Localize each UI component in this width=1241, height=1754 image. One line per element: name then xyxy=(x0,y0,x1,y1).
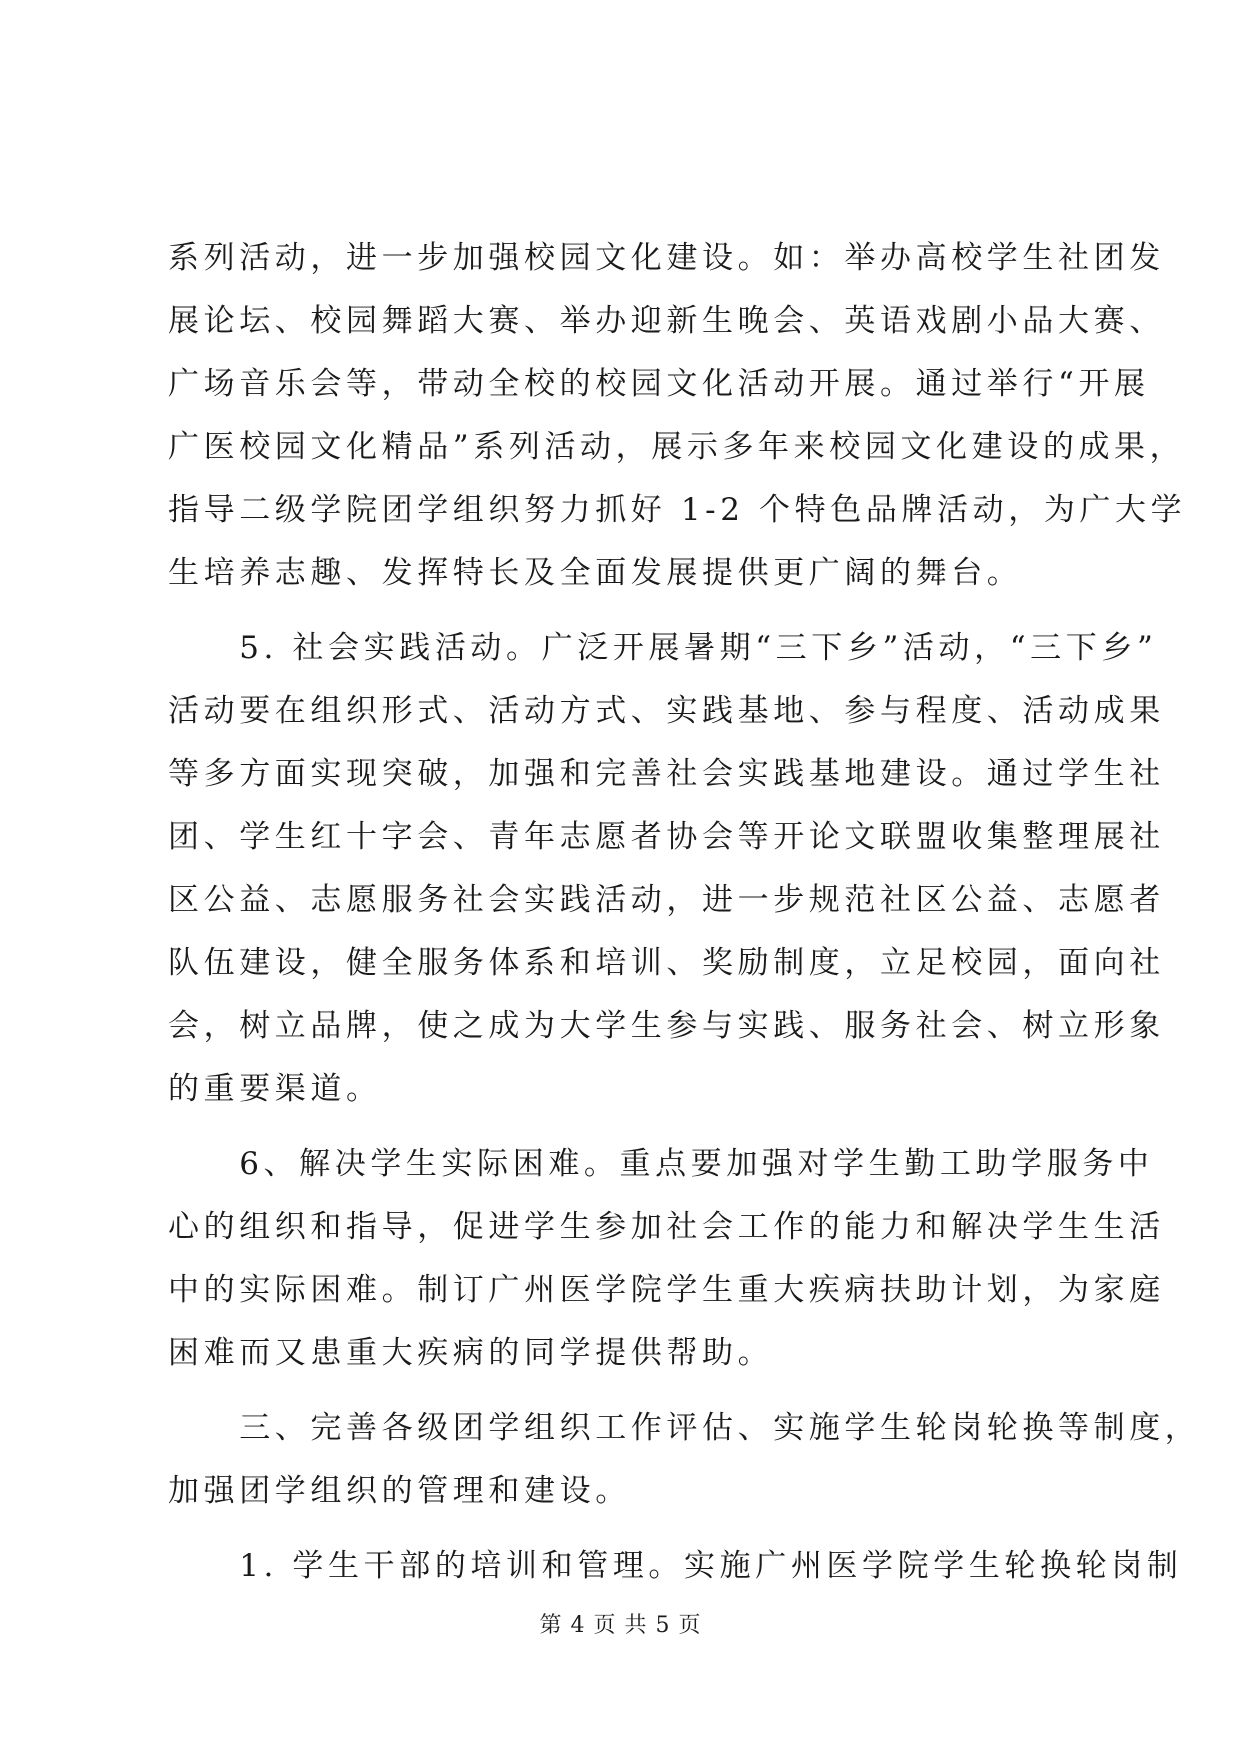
text-line: 6、解决学生实际困难。重点要加强对学生勤工助学服务中 xyxy=(168,1146,1154,1182)
body-text xyxy=(168,227,1201,1598)
paragraph-gap xyxy=(168,1523,1080,1535)
text-line: 中的实际困难。制订广州医学院学生重大疾病扶助计划，为家庭 xyxy=(168,1272,1165,1308)
text-line: 活动要在组织形式、活动方式、实践基地、参与程度、活动成果 xyxy=(168,693,1165,729)
text-line: 加强团学组织的管理和建设。 xyxy=(168,1473,631,1509)
text-line: 展论坛、校园舞蹈大赛、举办迎新生晚会、英语戏剧小品大赛、 xyxy=(168,303,1165,339)
paragraph-gap xyxy=(168,1121,1080,1133)
text-line: 广医校园文化精品”系列活动，展示多年来校园文化建设的成果， xyxy=(168,429,1186,465)
text-line: 1. 学生干部的培训和管理。实施广州医学院学生轮换轮岗制 xyxy=(168,1548,1183,1584)
text-line: 三、完善各级团学组织工作评估、实施学生轮岗轮换等制度， xyxy=(168,1410,1201,1446)
paragraph-gap xyxy=(168,605,1080,617)
text-line: 区公益、志愿服务社会实践活动，进一步规范社区公益、志愿者 xyxy=(168,882,1165,918)
text-line: 团、学生红十字会、青年志愿者协会等开论文联盟收集整理展社 xyxy=(168,819,1165,855)
text-line: 会，树立品牌，使之成为大学生参与实践、服务社会、树立形象 xyxy=(168,1008,1165,1044)
text-line: 的重要渠道。 xyxy=(168,1071,382,1107)
page-number-footer: 第 4 页 共 5 页 xyxy=(539,1613,702,1638)
text-line: 生培养志趣、发挥特长及全面发展提供更广阔的舞台。 xyxy=(168,555,1023,591)
text-line: 5. 社会实践活动。广泛开展暑期“三下乡”活动，“三下乡” xyxy=(168,630,1158,666)
text-line: 广场音乐会等，带动全校的校园文化活动开展。通过举行“开展 xyxy=(168,366,1150,402)
text-line: 心的组织和指导，促进学生参加社会工作的能力和解决学生生活 xyxy=(168,1209,1165,1245)
text-line: 系列活动，进一步加强校园文化建设。如：举办高校学生社团发 xyxy=(168,240,1165,276)
text-line: 指导二级学院团学组织努力抓好 1-2 个特色品牌活动，为广大学 xyxy=(168,492,1187,528)
text-line: 等多方面实现突破，加强和完善社会实践基地建设。通过学生社 xyxy=(168,756,1165,792)
paragraph-gap xyxy=(168,1385,1080,1397)
text-line: 困难而又患重大疾病的同学提供帮助。 xyxy=(168,1335,774,1371)
text-line: 队伍建设，健全服务体系和培训、奖励制度，立足校园，面向社 xyxy=(168,945,1165,981)
